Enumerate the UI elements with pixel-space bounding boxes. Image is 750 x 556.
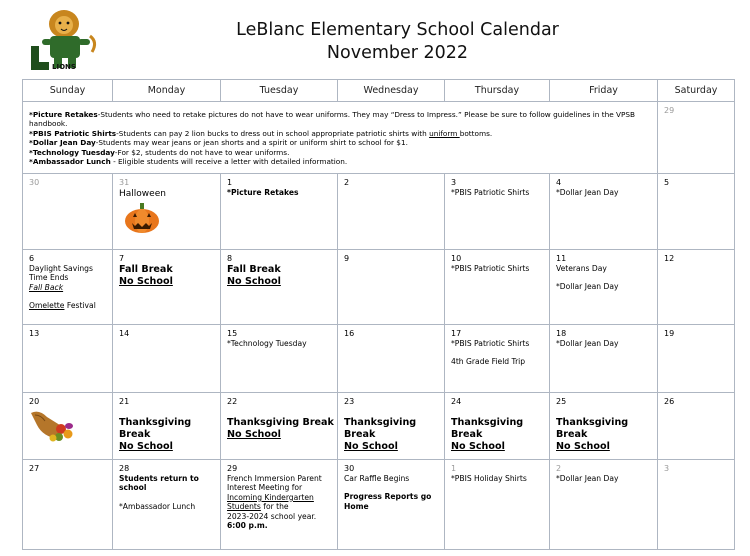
day-cell [658, 250, 735, 325]
day-cell [113, 325, 221, 393]
event-no-school: No School [119, 276, 173, 287]
day-cell [23, 325, 113, 393]
day-cell [23, 174, 113, 250]
week-row [23, 325, 735, 393]
event-dollar-jean-day: *Dollar Jean Day [556, 282, 619, 292]
event-french-immersion-line2: Interest Meeting for [227, 483, 303, 493]
event-thanksgiving-break: Thanksgiving Break [556, 417, 629, 440]
event-no-school: No School [119, 441, 173, 452]
note-text-underlined: uniform [429, 128, 460, 138]
event-dst-line1: Daylight Savings [29, 264, 93, 273]
note-ambassador-lunch [29, 157, 651, 166]
day-cell [658, 174, 735, 250]
day-cell [221, 393, 338, 460]
event-french-immersion-time: 6:00 p.m. [227, 521, 268, 531]
week-row [23, 460, 735, 550]
day-number: 31 [119, 178, 130, 187]
event-thanksgiving-break: Thanksgiving Break [344, 417, 417, 440]
note-label: *PBIS Patriotic Shirts [29, 128, 117, 138]
day-number: 29 [227, 464, 238, 473]
day-number: 16 [344, 329, 355, 338]
day-cell [23, 460, 113, 550]
event-progress-reports-line1: Progress Reports go [344, 492, 432, 502]
day-number: 26 [664, 397, 675, 406]
event-french-immersion-line1: French Immersion Parent [227, 474, 322, 483]
event-pbis-shirts: *PBIS Patriotic Shirts [451, 339, 530, 348]
day-cell [550, 250, 658, 325]
day-cell [23, 250, 113, 325]
day-cell [445, 460, 550, 550]
day-cell [221, 250, 338, 325]
day-number: 29 [664, 106, 675, 115]
event-text-underlined: Omelette [29, 301, 65, 311]
event-pbis-shirts: *PBIS Patriotic Shirts [451, 188, 530, 197]
event-veterans-day: Veterans Day [556, 264, 607, 273]
logo-text: LIONS [52, 63, 76, 71]
day-cell [221, 174, 338, 250]
school-lion-logo [28, 6, 100, 74]
day-number: 18 [556, 329, 567, 338]
page-title: LeBlanc Elementary School Calendar [236, 20, 559, 40]
day-number: 30 [29, 178, 40, 187]
day-number: 7 [119, 254, 125, 263]
day-number: 27 [29, 464, 40, 473]
day-cell [550, 460, 658, 550]
event-ambassador-lunch: *Ambassador Lunch [119, 501, 196, 511]
day-cell [658, 102, 735, 174]
event-no-school: No School [344, 441, 398, 452]
day-cell [445, 174, 550, 250]
event-text: for the [260, 502, 289, 512]
day-number: 21 [119, 397, 130, 406]
week-row [23, 393, 735, 460]
calendar-grid [22, 79, 735, 550]
note-label: *Ambassador Lunch [29, 157, 111, 167]
note-text: -Students who need to retake pictures do not have to wear uniforms. They may “Dress to Impress.” Please be sure to follow guidelines in the VPSB handbook. [29, 110, 636, 129]
cornucopia-icon [29, 407, 75, 443]
day-cell [221, 325, 338, 393]
event-fall-back: Fall Back [29, 282, 64, 292]
day-number: 6 [29, 254, 35, 263]
event-technology-tuesday: *Technology Tuesday [227, 339, 307, 348]
event-no-school: No School [556, 441, 610, 452]
day-number: 24 [451, 397, 462, 406]
event-dollar-jean-day: *Dollar Jean Day [556, 188, 619, 197]
day-number: 8 [227, 254, 233, 263]
day-cell [445, 325, 550, 393]
day-number: 3 [451, 178, 457, 187]
day-cell [113, 393, 221, 460]
day-number: 2 [556, 464, 562, 473]
day-number: 3 [664, 464, 670, 473]
day-number: 23 [344, 397, 355, 406]
event-students-return-line1: Students return to [119, 474, 199, 483]
note-technology-tuesday [29, 148, 651, 157]
day-header-saturday: Saturday [658, 80, 735, 102]
day-cell [23, 393, 113, 460]
day-number: 17 [451, 329, 462, 338]
day-header-sunday: Sunday [23, 80, 113, 102]
day-number: 22 [227, 397, 238, 406]
day-number: 2 [344, 178, 350, 187]
day-number: 12 [664, 254, 675, 263]
day-cell [338, 174, 445, 250]
event-fall-break: Fall Break [119, 264, 173, 275]
note-label: *Picture Retakes [29, 110, 98, 119]
event-text: Festival [64, 301, 96, 311]
day-number: 10 [451, 254, 462, 263]
notes-text [23, 102, 657, 166]
day-cell [113, 250, 221, 325]
day-number: 9 [344, 254, 350, 263]
note-text: -For $2, students do not have to wear uniforms. [114, 147, 290, 157]
day-cell [550, 325, 658, 393]
event-field-trip: 4th Grade Field Trip [451, 357, 526, 367]
page-subtitle-month: November 2022 [326, 43, 469, 63]
day-cell [113, 174, 221, 250]
day-number: 19 [664, 329, 675, 338]
day-cell [338, 250, 445, 325]
event-french-immersion-line5: 2023-2024 school year. [227, 511, 317, 521]
note-label: *Technology Tuesday [29, 147, 115, 157]
day-number: 28 [119, 464, 130, 473]
event-fall-break: Fall Break [227, 264, 281, 275]
event-car-raffle: Car Raffle Begins [344, 474, 410, 483]
day-cell [658, 393, 735, 460]
event-text-underlined: Students [227, 502, 261, 512]
note-label: *Dollar Jean Day [29, 138, 96, 148]
day-header-friday: Friday [550, 80, 658, 102]
day-cell [113, 460, 221, 550]
day-cell [338, 460, 445, 550]
day-number: 5 [664, 178, 670, 187]
event-students-return-line2: school [119, 483, 147, 493]
event-progress-reports-line2: Home [344, 501, 369, 511]
event-french-immersion-line3: Incoming Kindergarten [227, 492, 314, 502]
event-halloween: Halloween [119, 189, 166, 199]
notes-cell [23, 102, 658, 174]
day-number: 14 [119, 329, 130, 338]
day-header-tuesday: Tuesday [221, 80, 338, 102]
event-omelette-festival [23, 301, 112, 310]
event-pbis-shirts: *PBIS Patriotic Shirts [451, 264, 530, 273]
event-thanksgiving-break: Thanksgiving Break [119, 417, 192, 440]
note-text: -Students may wear jeans or jean shorts and a spirit or uniform shirt to school for $1. [95, 138, 408, 148]
day-cell [445, 250, 550, 325]
event-french-immersion-line4 [221, 502, 337, 511]
day-number: 4 [556, 178, 562, 187]
day-number: 13 [29, 329, 40, 338]
weekday-header-row [23, 80, 735, 102]
event-no-school: No School [451, 441, 505, 452]
day-number: 1 [227, 178, 233, 187]
event-pbis-holiday-shirts: *PBIS Holiday Shirts [451, 474, 527, 483]
day-number: 25 [556, 397, 567, 406]
day-cell [338, 393, 445, 460]
pumpkin-icon [123, 202, 161, 234]
day-number: 11 [556, 254, 567, 263]
day-cell [658, 460, 735, 550]
note-picture-retakes [29, 110, 651, 129]
event-dollar-jean-day: *Dollar Jean Day [556, 474, 619, 483]
day-number: 15 [227, 329, 238, 338]
day-cell [550, 174, 658, 250]
event-dst-line2: Time Ends [29, 273, 69, 283]
day-header-thursday: Thursday [445, 80, 550, 102]
day-cell [658, 325, 735, 393]
event-thanksgiving-break: Thanksgiving Break [227, 417, 334, 428]
week-row [23, 250, 735, 325]
day-number: 20 [29, 397, 40, 406]
day-header-monday: Monday [113, 80, 221, 102]
day-number: 1 [451, 464, 457, 473]
event-thanksgiving-break: Thanksgiving Break [451, 417, 524, 440]
day-cell [221, 460, 338, 550]
note-pbis-shirts [29, 129, 651, 138]
event-no-school: No School [227, 429, 281, 440]
day-cell [338, 325, 445, 393]
note-dollar-jean-day [29, 138, 651, 147]
event-picture-retakes: *Picture Retakes [227, 188, 299, 197]
day-number: 30 [344, 464, 355, 473]
note-text: bottoms. [459, 128, 493, 138]
note-text: -Students can pay 2 lion bucks to dress out in school appropriate patriotic shirts with [116, 128, 430, 138]
note-text: - Eligible students will receive a letter with detailed information. [110, 157, 348, 167]
week-row [23, 174, 735, 250]
day-header-wednesday: Wednesday [338, 80, 445, 102]
day-cell [550, 393, 658, 460]
event-dollar-jean-day: *Dollar Jean Day [556, 339, 619, 348]
day-cell [445, 393, 550, 460]
notes-row [23, 102, 735, 174]
event-no-school: No School [227, 276, 281, 287]
